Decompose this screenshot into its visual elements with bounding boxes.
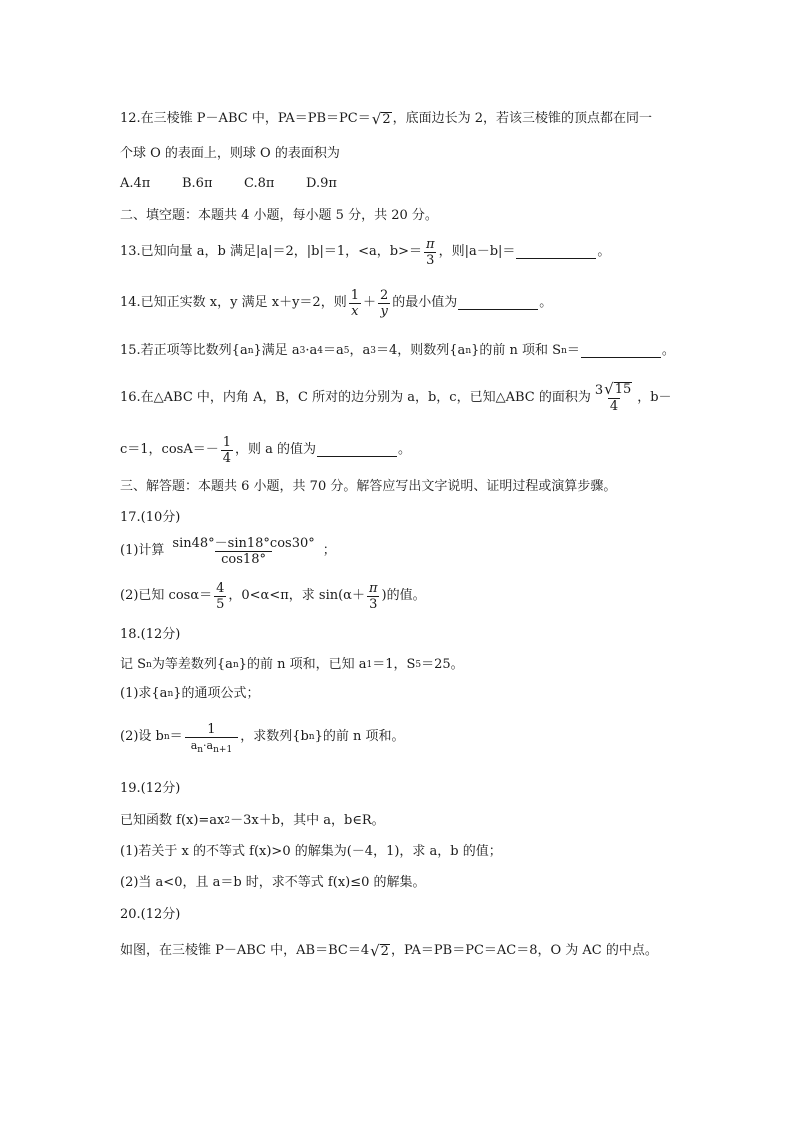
sqrt-expression: √ 15: [604, 380, 632, 398]
option-a: A.4π: [120, 176, 151, 191]
fraction: $\frac{1}{a_n\cdot a_{n+1}}$: [185, 722, 239, 753]
fraction: $\frac{1}{4}$: [222, 434, 232, 466]
q16-line1: 16.在△ABC 中，内角 A，B，C 所对的边分别为 a，b，c，已知△ABC 的面积为 3 √ 15 4 ，b－: [120, 380, 672, 414]
q18-heading: 18.(12分): [120, 627, 181, 642]
q20-stem: 如图，在三棱锥 P－ABC 中，AB＝BC＝4 √ 2 ，PA＝PB＝PC＝AC＝8，O 为 AC 的中点。: [120, 941, 658, 960]
answer-blank: [516, 246, 596, 259]
answer-blank: [458, 297, 538, 310]
option-b: B.6π: [182, 176, 213, 191]
q12-line2: 个球 O 的表面上，则球 O 的表面积为: [120, 146, 340, 161]
q17-heading: 17.(10分): [120, 510, 181, 525]
fraction: $\frac{\pi}{3}$: [368, 580, 378, 612]
q18-stem: 记 S n 为等差数列{a n }的前 n 项和，已知 a 1 ＝1，S 5 ＝25。: [120, 657, 464, 672]
q17-part1: (1)计算 $\frac{\sin 48^\circ-\sin 18^\circ\cos 30^\circ}{\cos 18^\circ}$ ；: [120, 535, 336, 567]
q13: 13.已知向量 a，b 满足|a|＝2，|b|＝1，<a，b>＝ $\frac{\pi}{3}$ ，则|a－b|＝ 。: [120, 236, 611, 268]
q19-heading: 19.(12分): [120, 781, 181, 796]
q19-stem: 已知函数 f(x)=ax 2 －3x＋b，其中 a，b∈R。: [120, 813, 385, 828]
q15: 15.若正项等比数列{a n }满足 a 3 ·a 4 ＝a 5 ，a 3 ＝4，则数列{a n }的前 n 项和 S n ＝ 。: [120, 343, 675, 358]
answer-blank: [317, 444, 397, 457]
answer-blank: [581, 345, 661, 358]
fraction: $\frac{2}{y}$: [380, 287, 389, 319]
q16-line2: c＝1，cosA＝－ $\frac{1}{4}$ ，则 a 的值为 。: [120, 434, 412, 466]
q17-part2: (2)已知 cosα＝ $\frac{4}{5}$ ，0<α<π，求 sin(α＋ $\frac{\pi}{3}$ )的值。: [120, 580, 426, 612]
q19-part1: (1)若关于 x 的不等式 f(x)>0 的解集为(－4，1)，求 a，b 的值；: [120, 844, 502, 859]
fraction: 3 √ 15 4: [594, 380, 632, 414]
q14: 14.已知正实数 x，y 满足 x＋y＝2，则 $\frac{1}{x}$ ＋ $\frac{2}{y}$ 的最小值为 。: [120, 287, 553, 319]
q12-text-b: ，底面边长为 2，若该三棱锥的顶点都在同一: [392, 111, 653, 126]
fraction: $\frac{\sin 48^\circ-\sin 18^\circ\cos 30^\circ}{\cos 18^\circ}$: [172, 535, 315, 567]
section2-heading: 二、填空题：本题共 4 小题，每小题 5 分，共 20 分。: [120, 208, 438, 223]
fraction: $\frac{1}{x}$: [350, 287, 359, 319]
fraction: $\frac{4}{5}$: [216, 580, 225, 612]
option-c: C.8π: [244, 176, 275, 191]
q19-part2: (2)当 a<0，且 a＝b 时，求不等式 f(x)≤0 的解集。: [120, 875, 426, 890]
q18-part1: (1)求{a n }的通项公式；: [120, 686, 260, 701]
section3-heading: 三、解答题：本题共 6 小题，共 70 分。解答应写出文字说明、证明过程或演算步骤。: [120, 479, 617, 494]
q20-heading: 20.(12分): [120, 907, 181, 922]
q18-part2: (2)设 b n ＝ $\frac{1}{a_n\cdot a_{n+1}}$ ，求数列{b n }的前 n 项和。: [120, 721, 405, 755]
q12-options: [120, 175, 368, 193]
option-d: D.9π: [306, 176, 337, 191]
sqrt-expression: √ 2: [370, 941, 389, 960]
q12-line1: [120, 110, 652, 128]
sqrt-expression: √ 2: [371, 109, 391, 128]
q12-text-a: 12.在三棱锥 P－ABC 中，PA＝PB＝PC＝: [120, 111, 371, 126]
fraction: $\frac{\pi}{3}$: [426, 236, 435, 268]
